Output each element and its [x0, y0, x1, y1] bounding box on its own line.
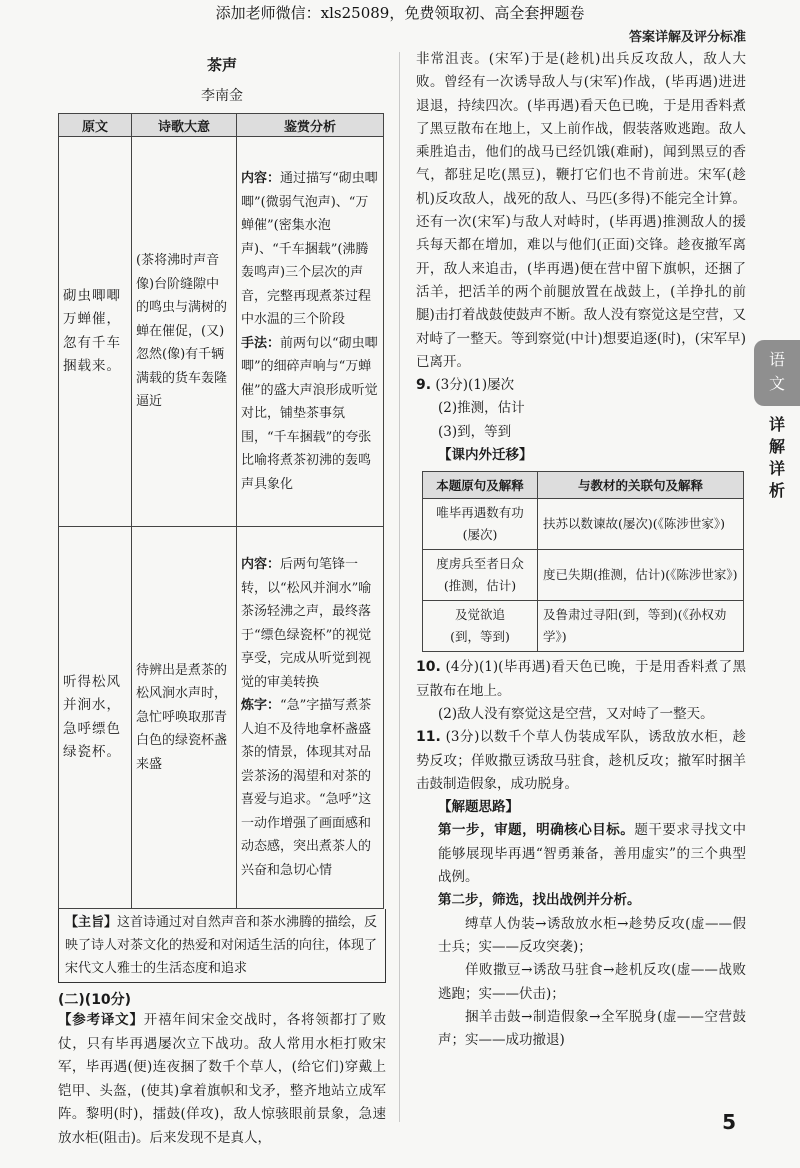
original-text: 听得松风并涧水，急呼缥色绿瓷杯。 [59, 527, 132, 909]
original-text: 砌虫唧唧万蝉催，忽有千车捆载来。 [59, 137, 132, 527]
answer-line: (2)敌人没有察觉这是空营，又对峙了一整天。 [438, 705, 714, 722]
analysis-label: 内容： [241, 171, 281, 186]
analysis-label: 炼字： [241, 698, 281, 713]
table-row [59, 527, 384, 909]
answer-line: (4分)(1)(毕再遇)看天色已晚，于是用香料煮了黑豆散布在地上。 [416, 659, 747, 699]
original-sentence: 唯毕再遇数有功 (屡次) [423, 499, 538, 550]
analysis-text: “急”字描写煮茶人迫不及待地拿杯盏盛茶的情景，体现其对品尝茶汤的渴望和对茶的喜爱与追求。“急呼”这一动作增强了画面感和动态感，突出煮茶人的兴奋和急切心情 [241, 698, 372, 878]
original-sentence: 度虏兵至者日众 (推测，估计) [423, 550, 538, 601]
section-heading: (二)(10分) [58, 992, 132, 1008]
textbook-sentence: 度已失期(推测，估计)(《陈涉世家》) [538, 550, 744, 601]
analysis-text: 通过描写“砌虫唧唧”(微弱气泡声)、“万蝉催”(密集水泡声)、“千车捆载”(沸腾轰鸣声)三个层次的声音，完整再现煮茶过程中水温的三个阶段 [241, 171, 378, 327]
poem-analysis-table [58, 113, 384, 909]
transfer-header: 本题原句及解释 [423, 472, 538, 499]
transfer-label: 【课内外迁移】 [438, 447, 533, 464]
thinking-label: 【解题思路】 [438, 799, 519, 816]
translation-label: 【参考译文】 [58, 1012, 144, 1028]
textbook-sentence: 及鲁肃过寻阳(到，等到)(《孙权劝学》) [538, 601, 744, 652]
table-row [59, 137, 384, 527]
page-number: 5 [722, 1110, 736, 1134]
analysis-cell [237, 137, 384, 527]
header-original: 原文 [59, 114, 132, 137]
header-analysis: 鉴赏分析 [237, 114, 384, 137]
answer-line: (3)到，等到 [438, 423, 512, 440]
translation-paragraph [58, 1009, 386, 1150]
transfer-table [422, 471, 744, 652]
analysis-cell [237, 527, 384, 909]
meaning-text: 待辨出是煮茶的松风涧水声时，急忙呼唤取那青白色的绿瓷杯盏来盛 [132, 527, 237, 909]
original-sentence: 及觉欲追 (到，等到) [423, 601, 538, 652]
case-line: 缚草人伪装→诱敌放水柜→趁势反攻(虚——假士兵；实——反攻突袭)； [438, 915, 746, 955]
answer-line: (2)推测，估计 [438, 400, 525, 417]
textbook-sentence: 扶苏以数谏故(屡次)(《陈涉世家》) [538, 499, 744, 550]
question-number: 10. [416, 659, 441, 676]
theme-text: 这首诗通过对自然声音和茶水沸腾的描绘，反映了诗人对茶文化的热爱和对闲适生活的向往，体现了宋代文人雅士的生活态度和追求 [65, 915, 378, 976]
question-10 [416, 656, 746, 703]
question-number: 9. [416, 377, 432, 394]
side-label: 详 解 详 析 [768, 415, 785, 500]
subject-char: 语 [768, 350, 785, 369]
case-line: 捆羊击鼓→制造假象→全军脱身(虚——空营鼓声；实——成功撤退) [438, 1008, 746, 1049]
left-column [58, 48, 386, 1150]
analysis-label: 手法： [241, 335, 281, 351]
question-9 [416, 374, 746, 397]
question-11 [416, 726, 746, 796]
poem-title: 茶声 [206, 56, 237, 74]
analysis-text: 前两句以“砌虫唧唧”的细碎声响与“万蝉催”的盛大声浪形成听觉对比，铺垫茶事氛围，“千车捆载”的夸张比喻将煮茶初沸的轰鸣声具象化 [241, 335, 378, 492]
analysis-label: 内容： [241, 557, 281, 572]
subject-tab[interactable] [754, 340, 800, 406]
header-meaning: 诗歌大意 [132, 114, 237, 137]
question-number: 11. [416, 729, 441, 746]
translation-continued: 非常沮丧。(宋军)于是(趁机)出兵反攻敌人，敌人大败。曾经有一次诱导敌人与(宋军)作战，(毕再遇)进进退退，持续四次。(毕再遇)看天色已晚，于是用香料煮了黑豆散布在地上，又上前作战，假装落败逃跑。敌人乘胜追击，他们的战马已经饥饿(难耐)，闻到黑豆的香气，都驻足吃(黑豆)，鞭打它们也不肯前进。宋军(趁机)反攻敌人，战死的敌人、马匹(多得)不能完全计算。还有一次(宋军)与敌人对峙时，(毕再遇)推测敌人的援兵每天都在增加，难以与他们(正面)交锋。趁夜撤军离开，敌人来追击，(毕再遇)便在营中留下旗帜，还捆了活羊，把活羊的两个前腿放置在战鼓上，(羊挣扎的前腿)击打着战鼓使鼓声不断。敌人没有察觉这是空营，又对峙了一整天。等到察觉(中计)想要追逐(时)，(宋军早)已离开。 [416, 51, 746, 370]
answer-line: (3分)以数千个草人伪装成军队，诱敌放水柜，趁势反攻；佯败撒豆诱敌马驻食，趁机反攻；撤军时捆羊击鼓制造假象，成功脱身。 [416, 729, 746, 792]
poem-author: 李南金 [201, 88, 243, 104]
theme-label: 【主旨】 [65, 915, 118, 930]
theme-box [58, 909, 386, 983]
column-divider [399, 52, 400, 1122]
step-1: 第一步，审题，明确核心目标。题干要求寻找文中能够展现毕再遇“智勇兼备，善用虚实”的三个典型战例。 [438, 822, 747, 886]
answer-line: (3分)(1)屡次 [435, 377, 515, 394]
table-row [423, 550, 744, 601]
translation-text: 开禧年间宋金交战时，各将领都打了败仗，只有毕再遇屡次立下战功。敌人常用水柜打败宋军，毕再遇(便)连夜捆了数千个草人，(给它们)穿戴上铠甲、头盔，(使其)拿着旗帜和戈矛，整齐地站立成军阵。黎明(时)，擂鼓(佯攻)，敌人惊骇眼前景象，急速放水柜(阻击)。后来发现不是真人， [58, 1012, 387, 1146]
section-header: 答案详解及评分标准 [628, 30, 746, 45]
transfer-header: 与教材的关联句及解释 [538, 472, 744, 499]
meaning-text: (茶将沸时声音像)台阶缝隙中的鸣虫与满树的蝉在催促，(又)忽然(像)有千辆满载的货车轰隆逼近 [132, 137, 237, 527]
step-2: 第二步，筛选，找出战例并分析。 [438, 892, 641, 909]
subject-char: 文 [768, 374, 785, 393]
right-column [416, 48, 746, 1052]
table-row [423, 499, 744, 550]
promo-banner: 添加老师微信：xls25089，免费领取初、高全套押题卷 [215, 4, 585, 22]
table-row [423, 601, 744, 652]
analysis-text: 后两句笔锋一转，以“松风并涧水”喻茶汤轻沸之声，最终落于“缥色绿瓷杯”的视觉享受，完成从听觉到视觉的审美转换 [241, 557, 372, 690]
case-line: 佯败撒豆→诱敌马驻食→趁机反攻(虚——战败逃跑；实——伏击)； [438, 962, 746, 1002]
